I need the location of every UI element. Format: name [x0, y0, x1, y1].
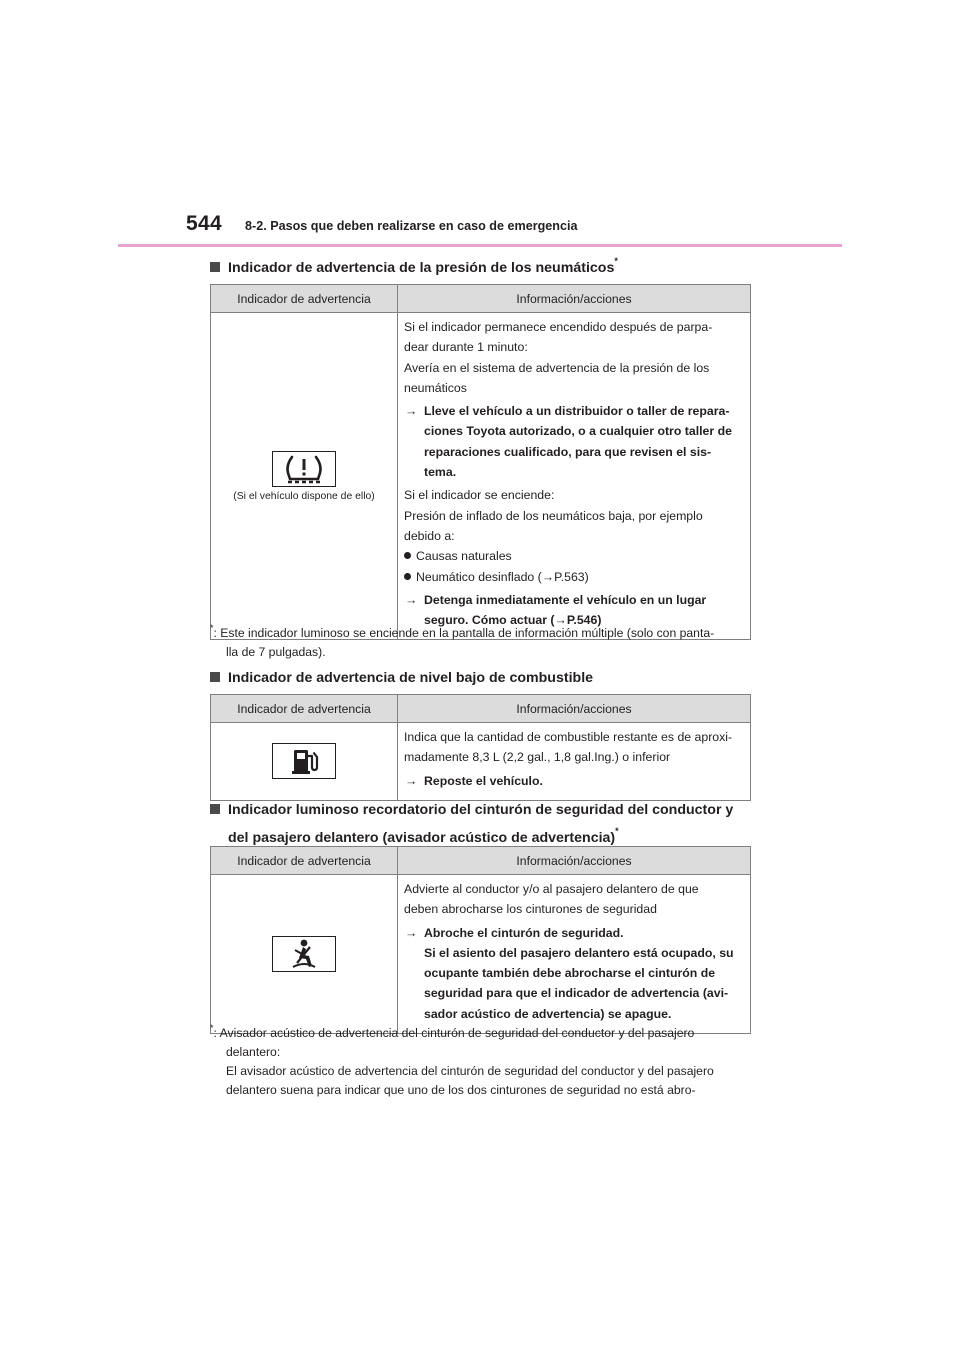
heading-asterisk: * [614, 256, 618, 266]
info-text: Si el indicador se enciende: [404, 488, 555, 503]
heading-text: Indicador luminoso recordatorio del cinturón de seguridad del conductor y [228, 802, 734, 818]
bullet-icon [404, 552, 411, 559]
heading-square-icon [210, 262, 220, 272]
info-text: Avería en el sistema de advertencia de la presión de los [404, 360, 710, 375]
fuel-pump-icon [272, 743, 336, 779]
bullet-item: Causas naturales [404, 546, 744, 566]
chapter-title: 8-2. Pasos que deben realizarse en caso de emergencia [245, 219, 578, 233]
icon-note: (Si el vehículo dispone de ello) [233, 490, 375, 502]
bullet-icon [404, 573, 411, 580]
heading-square-icon [210, 672, 220, 682]
info-text: deben abrocharse los cinturones de seguridad [404, 902, 657, 917]
column-header-info: Información/acciones [398, 285, 751, 313]
arrow-icon: → [405, 404, 418, 419]
page-reference: P.563) [554, 569, 589, 584]
info-text: dear durante 1 minuto: [404, 340, 528, 355]
seatbelt-reminder-icon [272, 936, 336, 972]
heading-text: del pasajero delantero (avisador acústico de advertencia) [228, 830, 616, 846]
arrow-icon: → [405, 773, 418, 788]
heading-text: Indicador de advertencia de nivel bajo de combustible [228, 670, 594, 686]
seatbelt-table [210, 846, 751, 1034]
fuel-table [210, 694, 751, 801]
info-text: Si el indicador permanece encendido después de parpa- [404, 320, 713, 334]
arrow-icon: → [541, 569, 555, 584]
indicator-cell [211, 313, 398, 640]
heading-asterisk: * [615, 826, 619, 836]
column-header-indicator: Indicador de advertencia [211, 285, 398, 313]
action-item: → Abroche el cinturón de seguridad. Si el asiento del pasajero delantero está ocupado, su ocupante también debe abrocharse el cinturón de seguridad para que el indicador de advertencia (avi- sador acústico de advertencia) se apague. [404, 923, 744, 1024]
section-heading-fuel [210, 664, 593, 692]
bullet-item: Neumático desinflado (→P.563) [404, 567, 744, 587]
column-header-indicator: Indicador de advertencia [211, 695, 398, 723]
info-text: neumáticos [404, 380, 467, 395]
action-item: → Detenga inmediatamente el vehículo en un lugar seguro. Cómo actuar (→P.546) [404, 590, 744, 631]
info-cell [398, 875, 751, 1034]
column-header-info: Información/acciones [398, 847, 751, 875]
header-rule [118, 244, 842, 247]
info-text: Indica que la cantidad de combustible restante es de aproxi- [404, 730, 733, 744]
arrow-icon: → [405, 925, 418, 940]
info-text: Advierte al conductor y/o al pasajero delantero de que [404, 882, 699, 896]
arrow-icon: → [405, 592, 418, 607]
arrow-icon: → [554, 613, 567, 628]
page-reference: P.546) [566, 613, 602, 628]
indicator-cell [211, 723, 398, 801]
info-text: debido a: [404, 528, 455, 543]
column-header-info: Información/acciones [398, 695, 751, 723]
info-text: Presión de inflado de los neumáticos baja, por ejemplo [404, 508, 703, 523]
indicator-cell [211, 875, 398, 1034]
page-number: 544 [186, 212, 222, 235]
heading-text: Indicador de advertencia de la presión de los neumáticos [228, 260, 615, 276]
footnote-seatbelt: *: Avisador acústico de advertencia del cinturón de seguridad del conductor y del pasajero delantero: El avisador acústico de advertencia del cinturón de seguridad del conductor y del pasajero delantero suena para indicar que uno de los dos cinturones de seguridad no está abro- [210, 1023, 714, 1097]
tire-pressure-table [210, 284, 751, 640]
info-cell [398, 723, 751, 801]
action-item: → Reposte el vehículo. [404, 771, 744, 791]
tire-pressure-warning-icon [272, 451, 336, 487]
info-text: madamente 8,3 L (2,2 gal., 1,8 gal.Ing.) o inferior [404, 750, 671, 765]
section-heading-seatbelt [210, 796, 733, 852]
footnote-tire-pressure: *: Este indicador luminoso se enciende en la pantalla de información múltiple (solo con panta- lla de 7 pulgadas). [210, 623, 715, 659]
section-heading-tire-pressure [210, 254, 618, 282]
action-item: → Lleve el vehículo a un distribuidor o taller de repara- ciones Toyota autorizado, o a cualquier otro taller de reparaciones cualificado, para que revisen el sis- tema. [404, 401, 744, 482]
info-cell [398, 313, 751, 640]
column-header-indicator: Indicador de advertencia [211, 847, 398, 875]
heading-square-icon [210, 804, 220, 814]
